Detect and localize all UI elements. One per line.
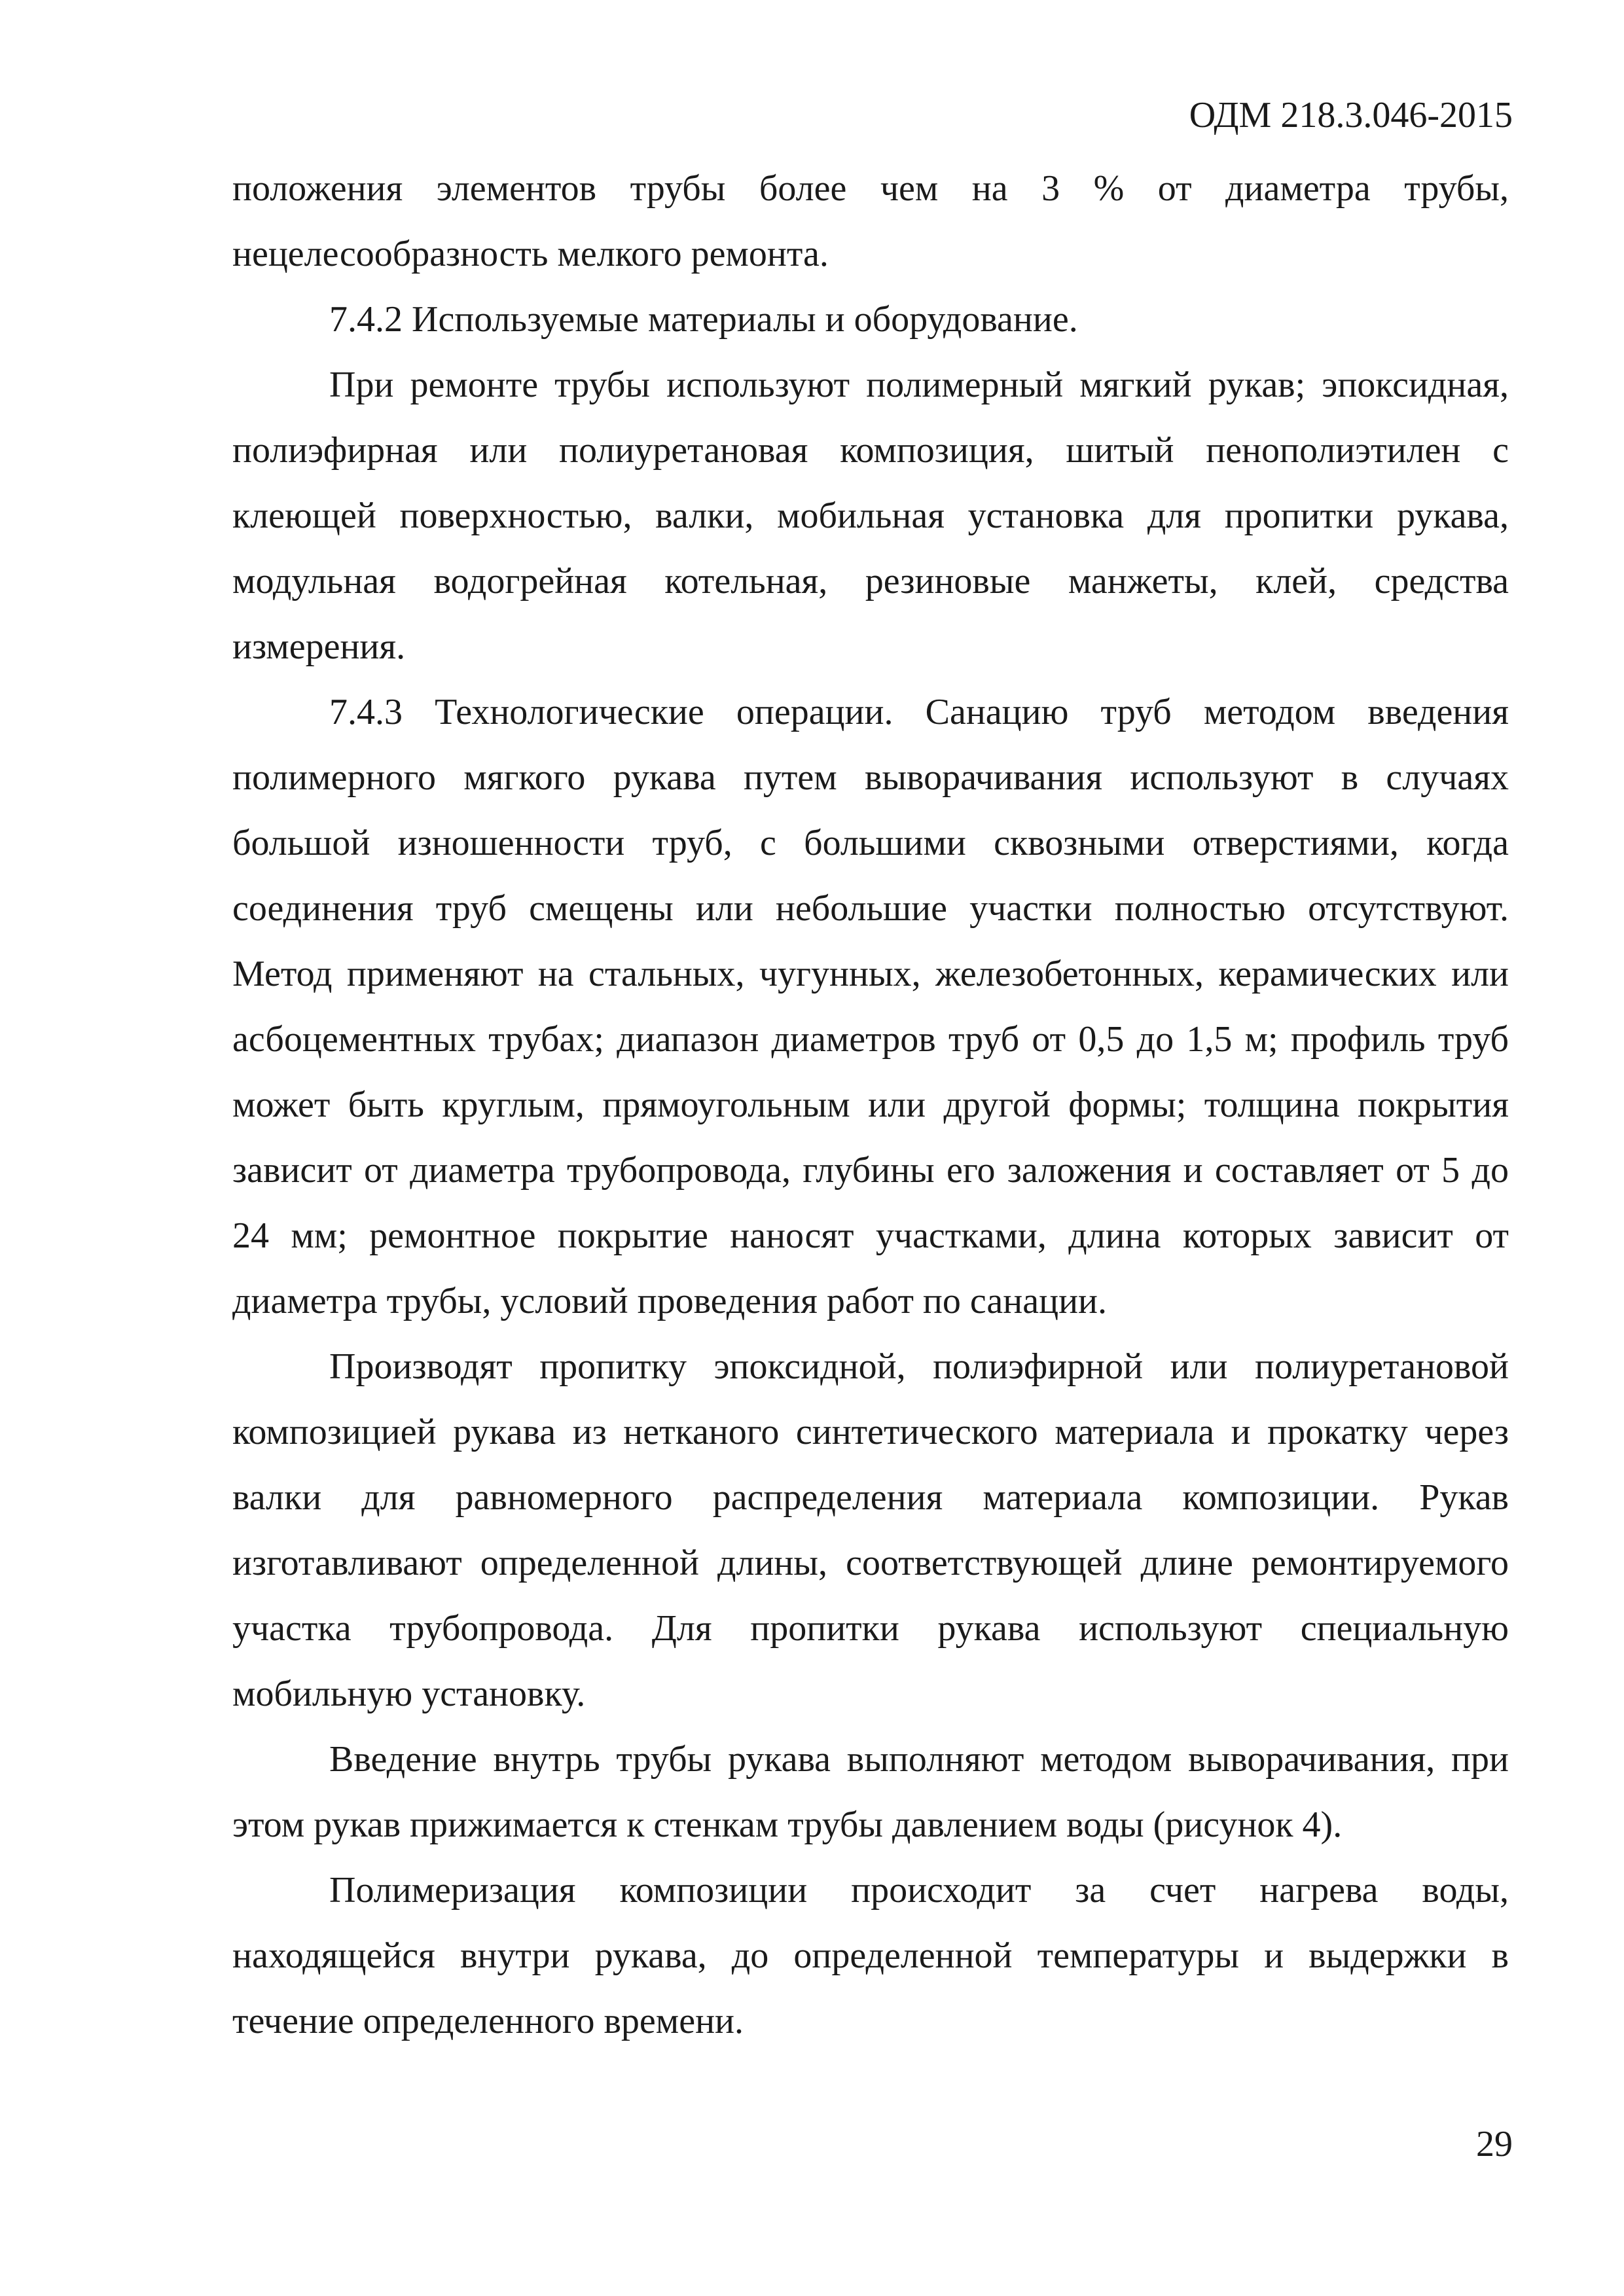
paragraph-impregnation: Производят пропитку эпоксидной, полиэфирной или полиуретановой композицией рукава из нетканого синтетического материала и прокатку через валки для равномерного распределения материала композиции. Рукав изготавливают определенной длины, соответствующей длине ремонтируемого участка трубопровода. Для пропитки рукава используют специальную мобильную установку.	[232, 1346, 1509, 1714]
paragraph-section-7-4-2: 7.4.2 Используемые материалы и оборудование.	[329, 299, 1078, 340]
paragraph-insertion: Введение внутрь трубы рукава выполняют методом выворачивания, при этом рукав прижимается к стенкам трубы давлением воды (рисунок 4).	[232, 1739, 1509, 1845]
paragraph-materials-list: При ремонте трубы используют полимерный мягкий рукав; эпоксидная, полиэфирная или полиуретановая композиция, шитый пенополиэтилен с клеющей поверхностью, валки, мобильная установка для пропитки рукава, модульная водогрейная котельная, резиновые манжеты, клей, средства измерения.	[232, 365, 1509, 667]
document-code-header: ОДМ 218.3.046-2015	[1189, 95, 1513, 135]
paragraph-section-7-4-3: 7.4.3 Технологические операции. Санацию труб методом введения полимерного мягкого рукава путем выворачивания используют в случаях большой изношенности труб, с большими сквозными отверстиями, когда соединения труб смещены или небольшие участки полностью отсутствуют. Метод применяют на стальных, чугунных, железобетонных, керамических или асбоцементных трубах; диапазон диаметров труб от 0,5 до 1,5 м; профиль труб может быть круглым, прямоугольным или другой формы; толщина покрытия зависит от диаметра трубопровода, глубины его заложения и составляет от 5 до 24 мм; ремонтное покрытие наносят участками, длина которых зависит от диаметра трубы, условий проведения работ по санации.	[232, 692, 1509, 1321]
page-number: 29	[1476, 2124, 1513, 2164]
paragraph-continuation: положения элементов трубы более чем на 3 % от диаметра трубы, нецелесообразность мелкого ремонта.	[232, 168, 1509, 274]
paragraph-polymerization: Полимеризация композиции происходит за счет нагрева воды, находящейся внутри рукава, до определенной температуры и выдержки в течение определенного времени.	[232, 1870, 1509, 2041]
document-body	[232, 156, 1509, 2054]
